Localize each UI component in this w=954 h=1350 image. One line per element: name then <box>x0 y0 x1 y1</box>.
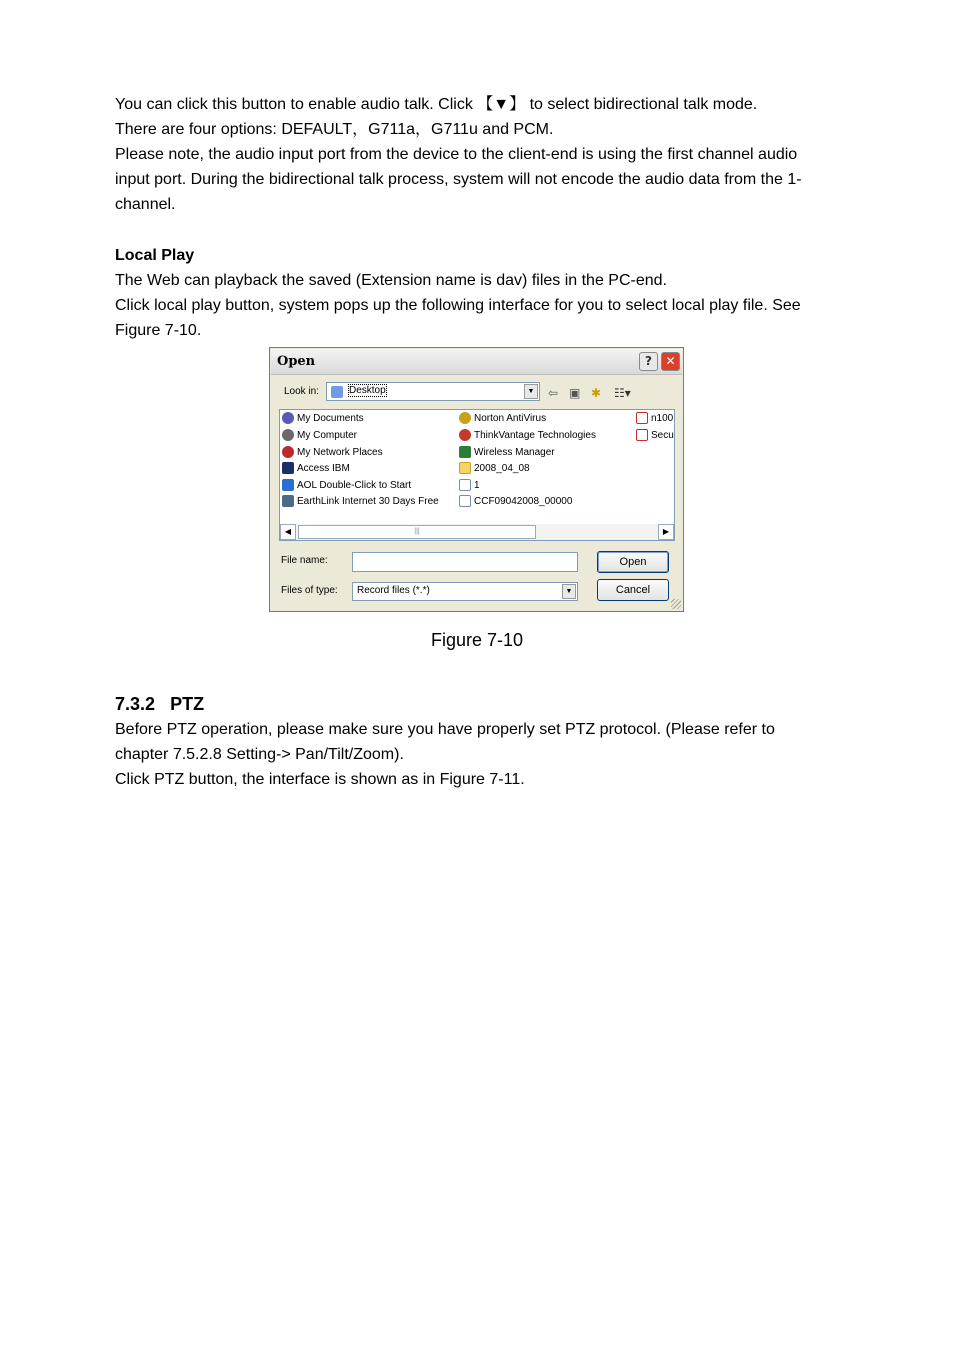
scrollbar-thumb[interactable]: ||| <box>298 525 536 539</box>
list-item[interactable]: ThinkVantage Technologies <box>459 429 596 443</box>
shortcut-icon <box>282 495 294 507</box>
list-item[interactable]: Wireless Manager <box>459 446 555 460</box>
up-folder-icon[interactable]: ▣ <box>569 386 581 400</box>
dialog-title: Open <box>277 354 316 369</box>
local-play-heading: Local Play <box>115 247 195 264</box>
file-icon <box>459 479 471 491</box>
back-icon[interactable]: ⇦ <box>548 386 559 400</box>
list-item[interactable]: 1 <box>459 479 480 493</box>
close-button[interactable]: ✕ <box>661 352 680 371</box>
list-item[interactable]: Secu <box>636 429 674 443</box>
files-of-type-label: Files of type: <box>281 585 338 596</box>
my-computer-icon <box>282 429 294 441</box>
text-line: Before PTZ operation, please make sure you have properly set PTZ protocol. (Please refer to <box>115 721 775 738</box>
list-item[interactable]: 2008_04_08 <box>459 462 530 476</box>
scroll-left-icon[interactable]: ◀ <box>280 524 296 540</box>
intro-paragraph <box>115 92 845 217</box>
section-heading <box>115 694 204 715</box>
text-line: Please note, the audio input port from the device to the client-end is using the first channel audio <box>115 146 798 163</box>
local-play-section <box>115 243 845 343</box>
file-icon <box>459 495 471 507</box>
list-item[interactable]: AOL Double-Click to Start <box>282 479 411 493</box>
new-folder-icon[interactable]: ✱ <box>591 386 602 400</box>
ptz-paragraph <box>115 717 845 792</box>
look-in-select[interactable] <box>326 382 540 401</box>
text-line: You can click this button to enable audio talk. Click 【▼】 to select bidirectional talk mode. <box>115 96 758 113</box>
thinkvantage-icon <box>459 429 471 441</box>
access-ibm-icon <box>282 462 294 474</box>
figure-caption: Figure 7-10 <box>430 630 524 650</box>
text-line: There are four options: DEFAULT，G711a，G711u and PCM. <box>115 121 554 138</box>
cancel-button[interactable]: Cancel <box>597 579 669 601</box>
shortcut-icon <box>282 479 294 491</box>
help-button[interactable]: ? <box>639 352 658 371</box>
list-item[interactable]: My Documents <box>282 412 364 426</box>
file-name-label: File name: <box>281 555 328 566</box>
files-of-type-select[interactable] <box>352 582 578 601</box>
resize-grip-icon[interactable] <box>671 599 681 609</box>
text-line: Click local play button, system pops up the following interface for you to select local play file. See <box>115 297 801 314</box>
list-item[interactable]: My Computer <box>282 429 357 443</box>
files-of-type-value: Record files (*.*) <box>357 585 430 596</box>
file-name-input[interactable] <box>352 552 578 572</box>
list-item[interactable]: CCF09042008_00000 <box>459 495 572 509</box>
scroll-right-icon[interactable]: ▶ <box>658 524 674 540</box>
list-item[interactable]: n100 <box>636 412 673 426</box>
text-line: input port. During the bidirectional talk process, system will not encode the audio data from the 1- <box>115 171 802 188</box>
chevron-down-icon[interactable]: ▼ <box>562 584 576 599</box>
list-item[interactable]: Access IBM <box>282 462 350 476</box>
list-item[interactable]: My Network Places <box>282 446 383 460</box>
text-line: channel. <box>115 196 176 213</box>
norton-icon <box>459 412 471 424</box>
text-line: The Web can playback the saved (Extension name is dav) files in the PC-end. <box>115 272 667 289</box>
open-button[interactable]: Open <box>597 551 669 573</box>
section-title: PTZ <box>170 694 205 714</box>
list-item[interactable]: Norton AntiVirus <box>459 412 546 426</box>
text-line: Figure 7-10. <box>115 322 202 339</box>
wireless-manager-icon <box>459 446 471 458</box>
text-line: Click PTZ button, the interface is shown as in Figure 7-11. <box>115 771 525 788</box>
list-item[interactable]: EarthLink Internet 30 Days Free <box>282 495 439 509</box>
dialog-titlebar[interactable] <box>271 349 682 375</box>
network-places-icon <box>282 446 294 458</box>
chevron-down-icon[interactable]: ▼ <box>524 384 538 399</box>
my-documents-icon <box>282 412 294 424</box>
horizontal-scrollbar[interactable] <box>280 524 674 540</box>
look-in-value: Desktop <box>349 385 386 396</box>
pdf-icon <box>636 429 648 441</box>
file-list[interactable] <box>279 409 675 541</box>
folder-icon <box>459 462 471 474</box>
look-in-label: Look in: <box>284 386 320 397</box>
text-line: chapter 7.5.2.8 Setting-> Pan/Tilt/Zoom). <box>115 746 404 763</box>
section-number: 7.3.2 <box>115 694 156 714</box>
view-menu-icon[interactable]: ☷▾ <box>614 386 631 400</box>
pdf-icon <box>636 412 648 424</box>
desktop-icon <box>331 386 343 398</box>
